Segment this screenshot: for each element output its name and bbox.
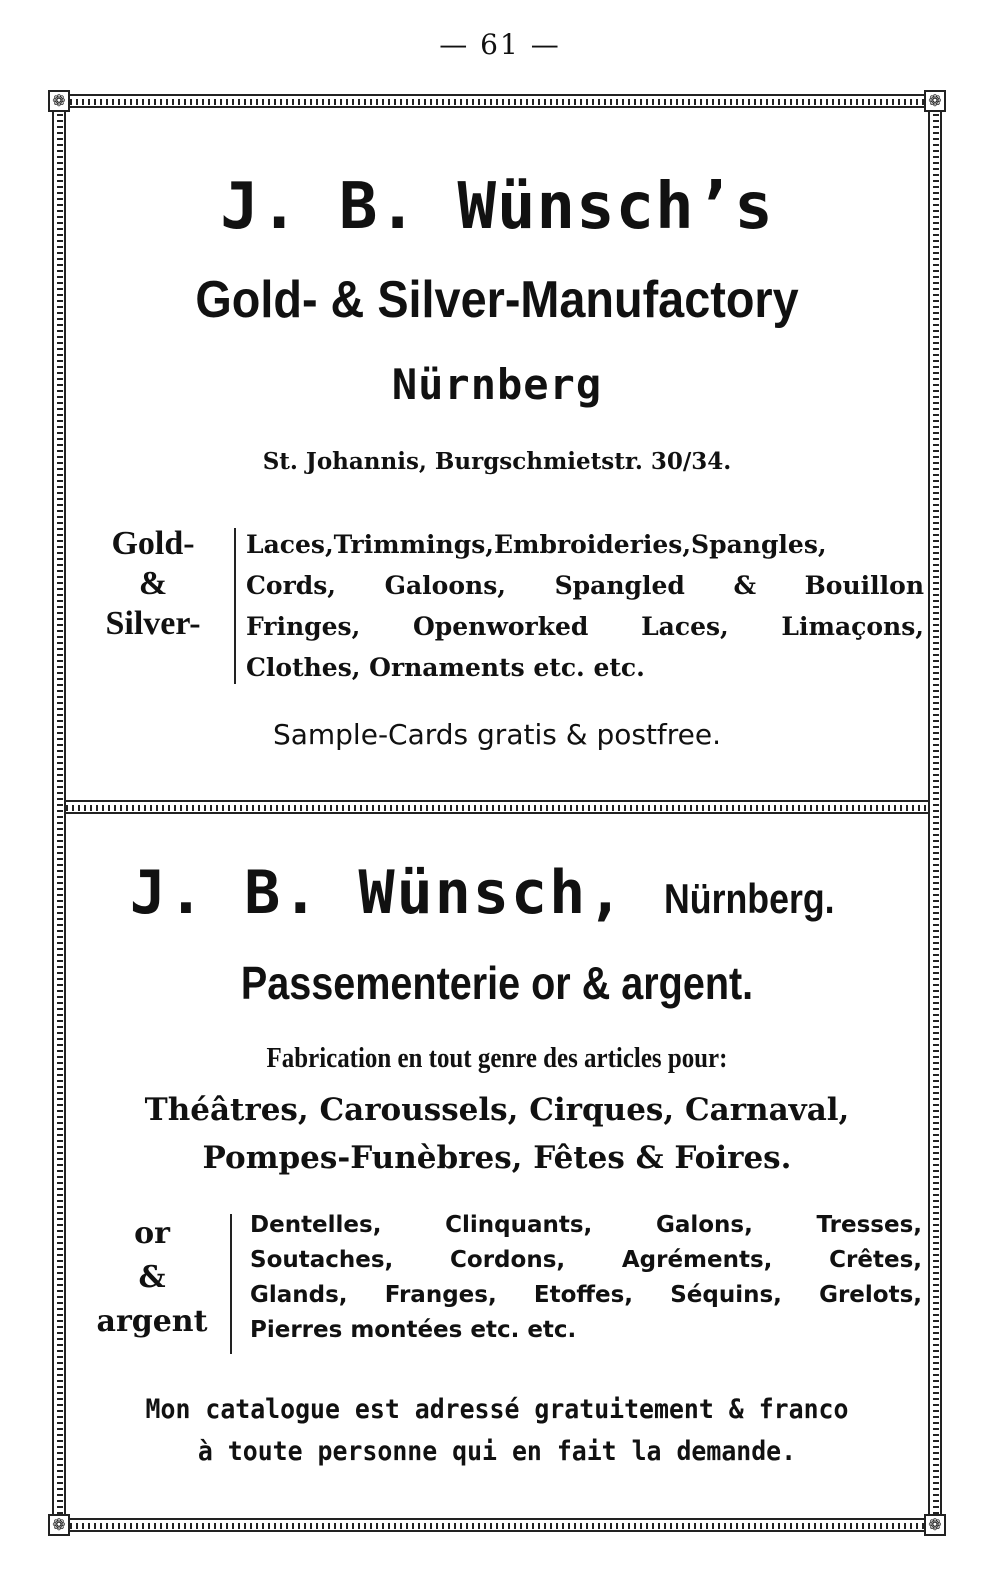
product-list xyxy=(66,1208,928,1358)
product-list xyxy=(66,524,928,684)
venues-line: Théâtres, Caroussels, Cirques, Carnaval, xyxy=(144,1092,850,1128)
product-items xyxy=(250,1208,922,1348)
curly-brace xyxy=(234,528,236,684)
company-address: St. Johannis, Burgschmietstr. 30/34. xyxy=(262,448,732,475)
product-items xyxy=(246,524,924,688)
sample-cards-note: Sample-Cards gratis & postfree. xyxy=(272,718,722,751)
advertisement-frame xyxy=(52,91,942,1534)
company-title: J. B. Wünsch, Nürnberg. xyxy=(129,858,835,928)
list-item: Cords, Galoons, Spangled & Bouillon xyxy=(246,571,924,600)
ornamental-border-left xyxy=(52,94,66,1532)
product-category-label: or & argent xyxy=(96,1216,208,1339)
catalogue-note-line1: Mon catalogue est adressé gratuitement & franco xyxy=(145,1394,849,1425)
flower-ornament-icon: ❁ xyxy=(48,1514,70,1536)
fabrication-line: Fabrication en tout genre des articles pour: xyxy=(266,1042,728,1074)
list-item: Soutaches, Cordons, Agréments, Crêtes, xyxy=(250,1247,922,1273)
flower-ornament-icon: ❁ xyxy=(924,1514,946,1536)
ornamental-border-right xyxy=(928,94,942,1532)
list-item: Laces,Trimmings,Embroideries,Spangles, xyxy=(246,530,827,559)
company-city: Nürnberg xyxy=(391,360,603,409)
list-item: Dentelles, Clinquants, Galons, Tresses, xyxy=(250,1212,922,1238)
company-subtitle: Gold- & Silver-Manufactory xyxy=(195,271,799,329)
advertisement-french xyxy=(66,814,928,1518)
list-item: Fringes, Openworked Laces, Limaçons, xyxy=(246,612,924,641)
ornamental-divider xyxy=(66,800,928,814)
company-title: J. B. Wünsch’s xyxy=(220,170,774,244)
company-city: Nürnberg. xyxy=(663,875,835,922)
list-item: Glands, Franges, Etoffes, Séquins, Grelots, xyxy=(250,1282,922,1308)
page-number: — 61 — xyxy=(439,28,561,61)
company-subtitle: Passementerie or & argent. xyxy=(240,957,754,1009)
advertisement-english xyxy=(66,108,928,800)
catalogue-note-line2: à toute personne qui en fait la demande. xyxy=(197,1436,797,1467)
events-line: Pompes-Funèbres, Fêtes & Foires. xyxy=(202,1140,792,1176)
ornamental-border-bottom xyxy=(52,1518,942,1532)
list-item: Pierres montées etc. etc. xyxy=(250,1317,577,1343)
list-item: Clothes, Ornaments etc. etc. xyxy=(246,653,645,682)
flower-ornament-icon: ❁ xyxy=(48,90,70,112)
ornamental-border-top xyxy=(52,94,942,108)
flower-ornament-icon: ❁ xyxy=(924,90,946,112)
curly-brace xyxy=(230,1214,232,1354)
product-category-label: Gold- & Silver- xyxy=(105,525,201,642)
